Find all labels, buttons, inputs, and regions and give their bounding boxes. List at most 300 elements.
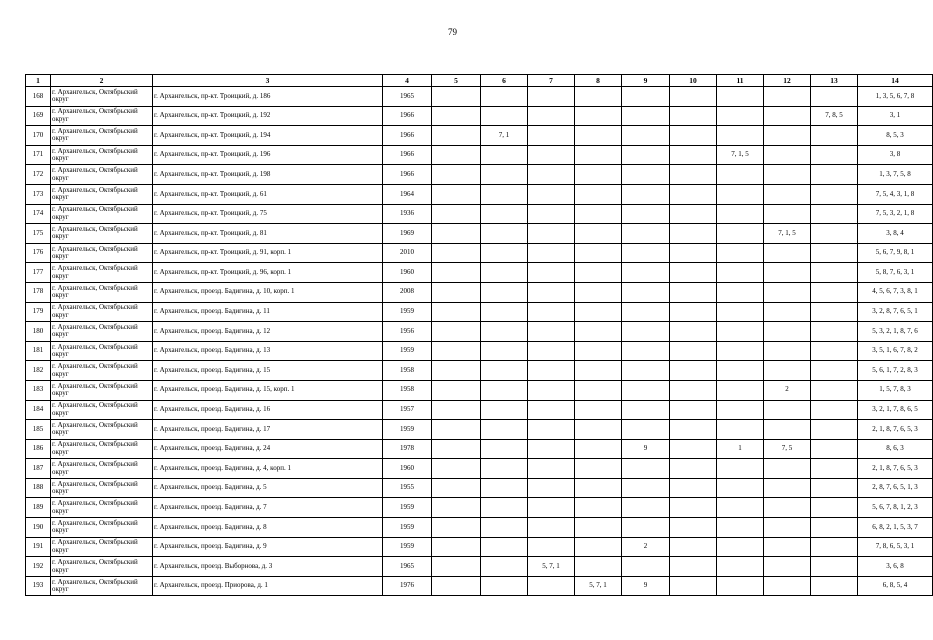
col-5-cell — [432, 400, 481, 420]
year-cell: 2008 — [383, 282, 432, 302]
col-6-cell — [481, 204, 528, 224]
col-5-cell — [432, 87, 481, 107]
col-6-cell: 7, 1 — [481, 126, 528, 146]
col-5-cell — [432, 557, 481, 577]
col-10-cell — [670, 557, 717, 577]
col-14-cell: 7, 5, 4, 3, 1, 8 — [858, 184, 933, 204]
col-14-cell: 5, 6, 1, 7, 2, 8, 3 — [858, 361, 933, 381]
address-cell: г. Архангельск, проезд. Бадигина, д. 11 — [153, 302, 383, 322]
col-9-cell — [622, 145, 670, 165]
col-11-cell — [717, 420, 764, 440]
col-14-cell: 3, 6, 8 — [858, 557, 933, 577]
col-13-cell — [811, 537, 858, 557]
district-cell: г. Архангельск, Октябрьский округ — [51, 204, 153, 224]
col-13-cell — [811, 557, 858, 577]
col-14-cell: 3, 2, 1, 7, 8, 6, 5 — [858, 400, 933, 420]
col-11-cell — [717, 282, 764, 302]
col-11-cell — [717, 518, 764, 538]
col-14-cell: 5, 8, 7, 6, 3, 1 — [858, 263, 933, 283]
table-row — [26, 87, 933, 107]
col-6-cell — [481, 224, 528, 244]
address-cell: г. Архангельск, проезд. Выборнова, д. 3 — [153, 557, 383, 577]
col-10-cell — [670, 420, 717, 440]
col-10-cell — [670, 106, 717, 126]
column-header-13: 13 — [811, 75, 858, 87]
district-cell: г. Архангельск, Октябрьский округ — [51, 184, 153, 204]
column-header-5: 5 — [432, 75, 481, 87]
col-11-cell — [717, 341, 764, 361]
year-cell: 1958 — [383, 361, 432, 381]
col-5-cell — [432, 282, 481, 302]
col-9-cell: 2 — [622, 537, 670, 557]
row-number-cell: 175 — [26, 224, 51, 244]
col-9-cell — [622, 204, 670, 224]
col-7-cell — [528, 204, 575, 224]
col-13-cell — [811, 380, 858, 400]
row-number-cell: 186 — [26, 439, 51, 459]
table-row — [26, 498, 933, 518]
col-10-cell — [670, 400, 717, 420]
col-12-cell — [764, 518, 811, 538]
year-cell: 1936 — [383, 204, 432, 224]
col-12-cell — [764, 165, 811, 185]
col-13-cell — [811, 518, 858, 538]
table-row — [26, 165, 933, 185]
column-header-10: 10 — [670, 75, 717, 87]
col-5-cell — [432, 145, 481, 165]
col-12-cell — [764, 184, 811, 204]
col-6-cell — [481, 87, 528, 107]
row-number-cell: 187 — [26, 459, 51, 479]
col-11-cell — [717, 165, 764, 185]
district-cell: г. Архангельск, Октябрьский округ — [51, 263, 153, 283]
district-cell: г. Архангельск, Октябрьский округ — [51, 224, 153, 244]
column-header-4: 4 — [383, 75, 432, 87]
district-cell: г. Архангельск, Октябрьский округ — [51, 145, 153, 165]
col-6-cell — [481, 243, 528, 263]
year-cell: 1959 — [383, 302, 432, 322]
col-9-cell — [622, 263, 670, 283]
col-6-cell — [481, 145, 528, 165]
col-5-cell — [432, 420, 481, 440]
col-9-cell — [622, 341, 670, 361]
col-6-cell — [481, 263, 528, 283]
col-14-cell: 1, 3, 7, 5, 8 — [858, 165, 933, 185]
col-12-cell — [764, 87, 811, 107]
col-12-cell: 2 — [764, 380, 811, 400]
row-number-cell: 188 — [26, 478, 51, 498]
col-11-cell — [717, 224, 764, 244]
row-number-cell: 169 — [26, 106, 51, 126]
district-cell: г. Архангельск, Октябрьский округ — [51, 106, 153, 126]
row-number-cell: 176 — [26, 243, 51, 263]
address-cell: г. Архангельск, пр-кт. Троицкий, д. 186 — [153, 87, 383, 107]
col-12-cell — [764, 126, 811, 146]
column-header-9: 9 — [622, 75, 670, 87]
col-9-cell — [622, 518, 670, 538]
col-11-cell — [717, 400, 764, 420]
col-13-cell — [811, 478, 858, 498]
column-header-8: 8 — [575, 75, 622, 87]
col-9-cell — [622, 380, 670, 400]
col-5-cell — [432, 380, 481, 400]
col-9-cell — [622, 126, 670, 146]
year-cell: 1960 — [383, 263, 432, 283]
year-cell: 1966 — [383, 106, 432, 126]
col-5-cell — [432, 184, 481, 204]
col-9-cell — [622, 498, 670, 518]
col-5-cell — [432, 106, 481, 126]
column-header-12: 12 — [764, 75, 811, 87]
col-9-cell — [622, 478, 670, 498]
row-number-cell: 177 — [26, 263, 51, 283]
col-7-cell — [528, 322, 575, 342]
col-12-cell — [764, 576, 811, 596]
col-10-cell — [670, 145, 717, 165]
col-12-cell — [764, 106, 811, 126]
col-8-cell — [575, 537, 622, 557]
col-9-cell — [622, 282, 670, 302]
col-9-cell — [622, 420, 670, 440]
col-13-cell — [811, 184, 858, 204]
col-14-cell: 3, 5, 1, 6, 7, 8, 2 — [858, 341, 933, 361]
row-number-cell: 170 — [26, 126, 51, 146]
year-cell: 1966 — [383, 165, 432, 185]
year-cell: 1966 — [383, 126, 432, 146]
col-7-cell — [528, 184, 575, 204]
row-number-cell: 171 — [26, 145, 51, 165]
row-number-cell: 173 — [26, 184, 51, 204]
col-10-cell — [670, 380, 717, 400]
col-5-cell — [432, 263, 481, 283]
col-13-cell — [811, 420, 858, 440]
col-14-cell: 3, 8 — [858, 145, 933, 165]
col-5-cell — [432, 478, 481, 498]
col-6-cell — [481, 361, 528, 381]
row-number-cell: 174 — [26, 204, 51, 224]
col-12-cell — [764, 263, 811, 283]
table-row — [26, 576, 933, 596]
col-11-cell — [717, 322, 764, 342]
address-cell: г. Архангельск, проезд. Бадигина, д. 5 — [153, 478, 383, 498]
district-cell: г. Архангельск, Октябрьский округ — [51, 165, 153, 185]
col-14-cell: 3, 1 — [858, 106, 933, 126]
col-7-cell — [528, 106, 575, 126]
col-14-cell: 6, 8, 2, 1, 5, 3, 7 — [858, 518, 933, 538]
district-cell: г. Архангельск, Октябрьский округ — [51, 557, 153, 577]
registry-table — [25, 74, 933, 596]
col-5-cell — [432, 439, 481, 459]
col-10-cell — [670, 439, 717, 459]
col-7-cell — [528, 459, 575, 479]
district-cell: г. Архангельск, Октябрьский округ — [51, 282, 153, 302]
col-11-cell — [717, 106, 764, 126]
col-13-cell — [811, 341, 858, 361]
row-number-cell: 193 — [26, 576, 51, 596]
col-13-cell — [811, 243, 858, 263]
row-number-cell: 180 — [26, 322, 51, 342]
col-8-cell — [575, 459, 622, 479]
column-header-7: 7 — [528, 75, 575, 87]
col-13-cell — [811, 361, 858, 381]
col-6-cell — [481, 322, 528, 342]
col-14-cell: 6, 8, 5, 4 — [858, 576, 933, 596]
address-cell: г. Архангельск, проезд. Бадигина, д. 16 — [153, 400, 383, 420]
col-6-cell — [481, 282, 528, 302]
col-7-cell — [528, 498, 575, 518]
table-row — [26, 224, 933, 244]
table-row — [26, 263, 933, 283]
col-6-cell — [481, 400, 528, 420]
col-11-cell — [717, 498, 764, 518]
col-13-cell — [811, 165, 858, 185]
col-8-cell — [575, 224, 622, 244]
address-cell: г. Архангельск, пр-кт. Троицкий, д. 96, корп. 1 — [153, 263, 383, 283]
col-5-cell — [432, 498, 481, 518]
address-cell: г. Архангельск, проезд. Бадигина, д. 8 — [153, 518, 383, 538]
district-cell: г. Архангельск, Октябрьский округ — [51, 361, 153, 381]
district-cell: г. Архангельск, Октябрьский округ — [51, 87, 153, 107]
year-cell: 1978 — [383, 439, 432, 459]
row-number-cell: 182 — [26, 361, 51, 381]
district-cell: г. Архангельск, Октябрьский округ — [51, 322, 153, 342]
table-row — [26, 439, 933, 459]
col-11-cell — [717, 243, 764, 263]
table-row — [26, 400, 933, 420]
col-8-cell — [575, 380, 622, 400]
col-14-cell: 3, 2, 8, 7, 6, 5, 1 — [858, 302, 933, 322]
table-row — [26, 243, 933, 263]
year-cell: 1966 — [383, 145, 432, 165]
col-14-cell: 5, 6, 7, 9, 8, 1 — [858, 243, 933, 263]
col-8-cell — [575, 126, 622, 146]
address-cell: г. Архангельск, пр-кт. Троицкий, д. 75 — [153, 204, 383, 224]
year-cell: 2010 — [383, 243, 432, 263]
address-cell: г. Архангельск, проезд. Приорова, д. 1 — [153, 576, 383, 596]
col-8-cell — [575, 420, 622, 440]
district-cell: г. Архангельск, Октябрьский округ — [51, 576, 153, 596]
address-cell: г. Архангельск, пр-кт. Троицкий, д. 61 — [153, 184, 383, 204]
col-11-cell — [717, 184, 764, 204]
col-13-cell — [811, 87, 858, 107]
col-10-cell — [670, 184, 717, 204]
col-7-cell — [528, 165, 575, 185]
col-6-cell — [481, 165, 528, 185]
table-row — [26, 380, 933, 400]
col-13-cell: 7, 8, 5 — [811, 106, 858, 126]
year-cell: 1959 — [383, 518, 432, 538]
col-7-cell — [528, 439, 575, 459]
col-6-cell — [481, 302, 528, 322]
row-number-cell: 168 — [26, 87, 51, 107]
col-12-cell — [764, 243, 811, 263]
col-7-cell: 5, 7, 1 — [528, 557, 575, 577]
col-8-cell — [575, 322, 622, 342]
col-13-cell — [811, 224, 858, 244]
address-cell: г. Архангельск, проезд. Бадигина, д. 24 — [153, 439, 383, 459]
district-cell: г. Архангельск, Октябрьский округ — [51, 341, 153, 361]
col-5-cell — [432, 302, 481, 322]
col-9-cell — [622, 302, 670, 322]
column-header-11: 11 — [717, 75, 764, 87]
col-14-cell: 5, 3, 2, 1, 8, 7, 6 — [858, 322, 933, 342]
address-cell: г. Архангельск, проезд. Бадигина, д. 17 — [153, 420, 383, 440]
col-12-cell — [764, 537, 811, 557]
address-cell: г. Архангельск, пр-кт. Троицкий, д. 91, корп. 1 — [153, 243, 383, 263]
col-12-cell — [764, 420, 811, 440]
address-cell: г. Архангельск, пр-кт. Троицкий, д. 194 — [153, 126, 383, 146]
col-10-cell — [670, 204, 717, 224]
col-6-cell — [481, 184, 528, 204]
row-number-cell: 179 — [26, 302, 51, 322]
table-row — [26, 302, 933, 322]
address-cell: г. Архангельск, пр-кт. Троицкий, д. 192 — [153, 106, 383, 126]
col-13-cell — [811, 282, 858, 302]
column-header-3: 3 — [153, 75, 383, 87]
address-cell: г. Архангельск, проезд. Бадигина, д. 4, корп. 1 — [153, 459, 383, 479]
col-10-cell — [670, 224, 717, 244]
col-7-cell — [528, 537, 575, 557]
col-5-cell — [432, 537, 481, 557]
col-10-cell — [670, 126, 717, 146]
col-6-cell — [481, 537, 528, 557]
col-7-cell — [528, 341, 575, 361]
col-8-cell — [575, 184, 622, 204]
col-9-cell — [622, 361, 670, 381]
row-number-cell: 191 — [26, 537, 51, 557]
col-9-cell — [622, 165, 670, 185]
col-12-cell — [764, 302, 811, 322]
table-row — [26, 420, 933, 440]
col-9-cell — [622, 400, 670, 420]
district-cell: г. Архангельск, Октябрьский округ — [51, 478, 153, 498]
table-body — [26, 87, 933, 596]
table-row — [26, 478, 933, 498]
col-10-cell — [670, 302, 717, 322]
col-10-cell — [670, 243, 717, 263]
table-row — [26, 282, 933, 302]
col-9-cell — [622, 322, 670, 342]
col-11-cell — [717, 126, 764, 146]
col-10-cell — [670, 576, 717, 596]
col-6-cell — [481, 518, 528, 538]
column-header-6: 6 — [481, 75, 528, 87]
col-10-cell — [670, 263, 717, 283]
col-11-cell — [717, 557, 764, 577]
col-8-cell — [575, 243, 622, 263]
col-11-cell — [717, 576, 764, 596]
col-7-cell — [528, 380, 575, 400]
col-5-cell — [432, 341, 481, 361]
table-row — [26, 537, 933, 557]
year-cell: 1959 — [383, 498, 432, 518]
col-8-cell — [575, 439, 622, 459]
year-cell: 1965 — [383, 557, 432, 577]
col-11-cell — [717, 87, 764, 107]
col-11-cell — [717, 478, 764, 498]
row-number-cell: 184 — [26, 400, 51, 420]
address-cell: г. Архангельск, проезд. Бадигина, д. 15 — [153, 361, 383, 381]
col-12-cell: 7, 5 — [764, 439, 811, 459]
col-10-cell — [670, 537, 717, 557]
address-cell: г. Архангельск, проезд. Бадигина, д. 7 — [153, 498, 383, 518]
col-8-cell — [575, 302, 622, 322]
col-13-cell — [811, 400, 858, 420]
col-14-cell: 8, 6, 3 — [858, 439, 933, 459]
col-12-cell — [764, 341, 811, 361]
col-14-cell: 2, 1, 8, 7, 6, 5, 3 — [858, 459, 933, 479]
col-7-cell — [528, 263, 575, 283]
year-cell: 1959 — [383, 420, 432, 440]
col-6-cell — [481, 459, 528, 479]
row-number-cell: 190 — [26, 518, 51, 538]
col-5-cell — [432, 518, 481, 538]
address-cell: г. Архангельск, проезд. Бадигина, д. 10, корп. 1 — [153, 282, 383, 302]
district-cell: г. Архангельск, Октябрьский округ — [51, 420, 153, 440]
table-row — [26, 341, 933, 361]
year-cell: 1969 — [383, 224, 432, 244]
row-number-cell: 185 — [26, 420, 51, 440]
col-10-cell — [670, 282, 717, 302]
table-row — [26, 126, 933, 146]
col-11-cell — [717, 361, 764, 381]
col-7-cell — [528, 361, 575, 381]
col-7-cell — [528, 282, 575, 302]
year-cell: 1959 — [383, 341, 432, 361]
address-cell: г. Архангельск, проезд. Бадигина, д. 9 — [153, 537, 383, 557]
col-13-cell — [811, 204, 858, 224]
address-cell: г. Архангельск, пр-кт. Троицкий, д. 198 — [153, 165, 383, 185]
col-5-cell — [432, 361, 481, 381]
col-10-cell — [670, 341, 717, 361]
col-8-cell — [575, 165, 622, 185]
table-row — [26, 322, 933, 342]
row-number-cell: 189 — [26, 498, 51, 518]
col-10-cell — [670, 498, 717, 518]
col-10-cell — [670, 478, 717, 498]
col-14-cell: 2, 8, 7, 6, 5, 1, 3 — [858, 478, 933, 498]
col-10-cell — [670, 322, 717, 342]
col-12-cell: 7, 1, 5 — [764, 224, 811, 244]
district-cell: г. Архангельск, Октябрьский округ — [51, 518, 153, 538]
col-10-cell — [670, 361, 717, 381]
table-row — [26, 459, 933, 479]
col-13-cell — [811, 498, 858, 518]
col-7-cell — [528, 302, 575, 322]
year-cell: 1959 — [383, 537, 432, 557]
col-11-cell — [717, 263, 764, 283]
col-5-cell — [432, 459, 481, 479]
col-10-cell — [670, 459, 717, 479]
col-9-cell: 9 — [622, 576, 670, 596]
col-14-cell: 4, 5, 6, 7, 3, 8, 1 — [858, 282, 933, 302]
district-cell: г. Архангельск, Октябрьский округ — [51, 400, 153, 420]
table-row — [26, 106, 933, 126]
col-6-cell — [481, 478, 528, 498]
district-cell: г. Архангельск, Октябрьский округ — [51, 126, 153, 146]
col-11-cell: 1 — [717, 439, 764, 459]
col-10-cell — [670, 165, 717, 185]
district-cell: г. Архангельск, Октябрьский округ — [51, 459, 153, 479]
district-cell: г. Архангельск, Октябрьский округ — [51, 498, 153, 518]
col-8-cell — [575, 145, 622, 165]
col-9-cell — [622, 224, 670, 244]
col-8-cell — [575, 87, 622, 107]
district-cell: г. Архангельск, Октябрьский округ — [51, 439, 153, 459]
row-number-cell: 181 — [26, 341, 51, 361]
col-14-cell: 1, 5, 7, 8, 3 — [858, 380, 933, 400]
address-cell: г. Архангельск, проезд. Бадигина, д. 13 — [153, 341, 383, 361]
